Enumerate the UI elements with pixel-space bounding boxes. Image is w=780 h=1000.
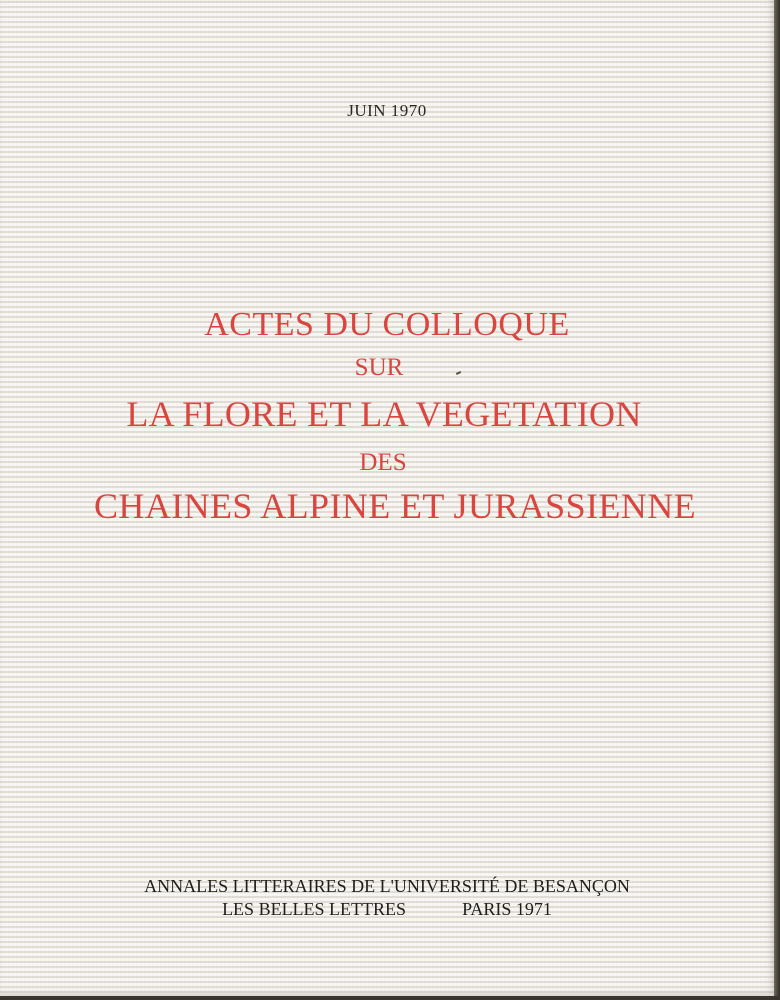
cover-edge-bottom [0, 996, 780, 1000]
publication-date: JUIN 1970 [347, 101, 427, 120]
place-year: PARIS 1971 [462, 899, 552, 919]
title-line-4: DES [359, 449, 407, 476]
title-line-1: ACTES DU COLLOQUE [204, 306, 570, 343]
title-line-3: LA FLORE ET LA VEGETATION [126, 394, 642, 434]
cover-edge-right [774, 0, 780, 1000]
title-line-5: CHAINES ALPINE ET JURASSIENNE [94, 486, 696, 526]
imprint-line [0, 899, 774, 920]
series-name: ANNALES LITTERAIRES DE L'UNIVERSITÉ DE BESANÇON [144, 876, 630, 896]
title-line-2: SUR [354, 354, 404, 381]
publisher-name: LES BELLES LETTRES [222, 899, 407, 919]
